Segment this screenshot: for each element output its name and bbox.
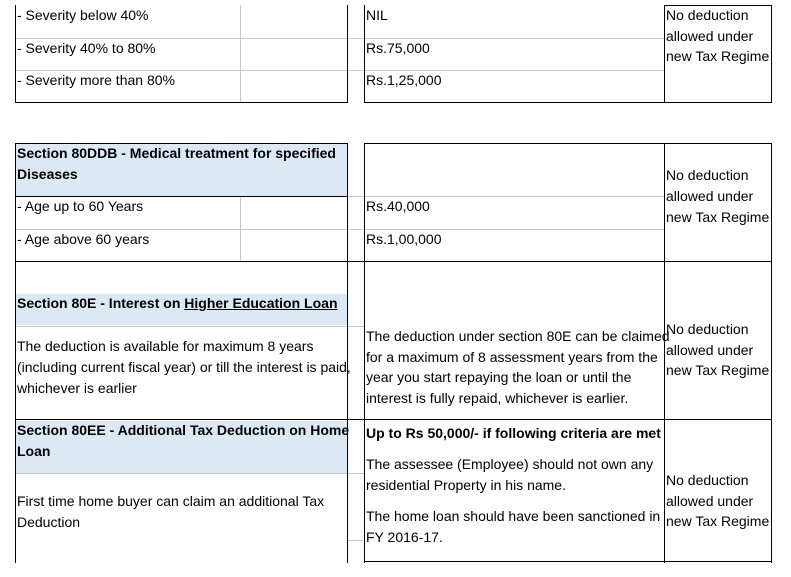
age-row-label: - Age up to 60 Years <box>17 198 144 214</box>
limit-title: Up to Rs 50,000/- if following criteria are met <box>366 425 661 441</box>
severity-row-amount: Rs.1,25,000 <box>366 72 442 88</box>
severity-row-label: - Severity more than 80% <box>17 72 175 88</box>
age-row-label: - Age above 60 years <box>17 231 150 247</box>
severity-row-amount: NIL <box>366 7 388 23</box>
section-heading: Section 80E - Interest on Higher Education Loan <box>17 295 338 311</box>
age-row-amount: Rs.1,00,000 <box>366 231 442 247</box>
severity-row-label: - Severity 40% to 80% <box>17 40 156 56</box>
severity-row-label: - Severity below 40% <box>17 7 149 23</box>
severity-row-amount: Rs.75,000 <box>366 40 430 56</box>
age-row-amount: Rs.40,000 <box>366 198 430 214</box>
